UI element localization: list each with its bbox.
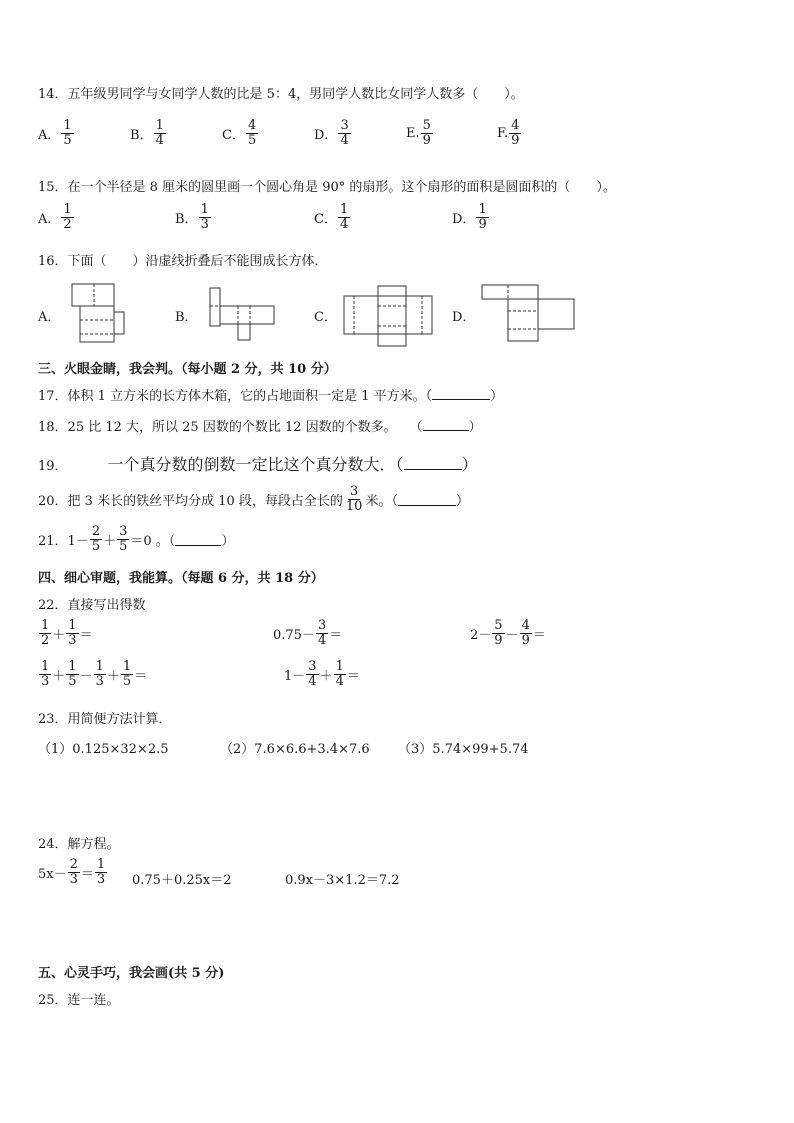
fraction: $\frac{5}{9}$ — [494, 618, 503, 648]
q23-item-3: （3）5.74×99+5.74 — [398, 742, 529, 757]
option-label: F. — [497, 125, 509, 141]
fraction: $\frac{4}{9}$ — [511, 118, 520, 148]
question-19-number: 19． — [38, 459, 68, 474]
q22-expression-3 — [470, 619, 546, 647]
question-20-text: 20．把 3 米长的铁丝平均分成 10 段，每段占全长的 — [38, 493, 343, 509]
question-21-text: 21．1－ — [38, 533, 89, 549]
fraction: $\frac{1}{2}$ — [63, 202, 72, 232]
option-label: D． — [314, 127, 338, 143]
fraction: $\frac{1}{4}$ — [339, 202, 349, 232]
bracket-close: ） — [490, 389, 504, 404]
section-3-heading: 三、火眼金睛，我会判。（每小题 2 分，共 10 分） — [38, 362, 337, 377]
answer-blank[interactable] — [423, 418, 469, 431]
option-label: A． — [38, 127, 61, 143]
answer-blank[interactable] — [404, 457, 462, 470]
answer-blank[interactable] — [175, 533, 221, 546]
q22-expression-2 — [273, 619, 342, 647]
q16-option-b-label[interactable]: B． — [175, 310, 198, 325]
question-24-stem: 24．解方程。 — [38, 837, 120, 852]
operator: － — [79, 668, 93, 684]
answer-blank[interactable] — [432, 387, 490, 400]
q14-option-d[interactable] — [314, 119, 352, 147]
section-4-heading: 四、细心审题，我能算。（每题 6 分，共 18 分） — [38, 571, 324, 586]
option-label: B． — [175, 211, 198, 227]
fraction: $\frac{1}{3}$ — [200, 202, 209, 232]
bracket-close: ） — [455, 493, 469, 509]
fraction: $\frac{1}{5}$ — [122, 659, 132, 689]
expression-prefix: 0.75－ — [273, 627, 315, 643]
equals-sign: ＝ — [134, 668, 148, 684]
question-19-text: 一个真分数的倒数一定比这个真分数大．（ — [107, 455, 404, 474]
q14-option-b[interactable] — [130, 119, 167, 147]
question-19 — [38, 452, 478, 475]
q14-option-c[interactable] — [222, 119, 259, 147]
question-17 — [38, 385, 503, 404]
q16-option-a-label[interactable]: A． — [38, 310, 61, 325]
q15-option-c[interactable] — [314, 203, 351, 231]
fraction: $\frac{3}{5}$ — [119, 524, 128, 554]
option-label: D． — [452, 211, 476, 227]
q24-equation-2: 0.75＋0.25x＝2 — [132, 873, 232, 888]
fraction: $\frac{1}{2}$ — [41, 618, 50, 648]
fraction: $\frac{3}{4}$ — [308, 659, 317, 689]
equals-sign: ＝ — [80, 866, 94, 882]
equals-sign: ＝ — [532, 627, 546, 643]
fraction: $\frac{4}{5}$ — [247, 118, 257, 148]
plus-sign: ＋ — [103, 533, 117, 549]
question-15-stem: 15．在一个半径是 8 厘米的圆里画一个圆心角是 90° 的扇形。这个扇形的面积是圆面积的（ ）。 — [38, 180, 616, 195]
option-label: E. — [406, 125, 420, 141]
operator: ＋ — [52, 627, 66, 643]
equals-sign: ＝ — [346, 668, 360, 684]
net-diagram-b — [206, 284, 278, 344]
fraction: $\frac{4}{9}$ — [521, 618, 530, 648]
q24-equation-1 — [38, 858, 108, 886]
section-5-heading: 五、心灵手巧，我会画(共 5 分) — [38, 966, 225, 981]
fraction: $\frac{2}{5}$ — [91, 524, 101, 554]
question-23-stem: 23．用简便方法计算． — [38, 712, 172, 727]
question-25-stem: 25．连一连。 — [38, 993, 120, 1008]
net-diagram-d — [478, 281, 580, 345]
equals-sign: ＝ — [79, 627, 93, 643]
expression-prefix: 1－ — [284, 668, 306, 684]
expression-prefix: 2－ — [470, 627, 492, 643]
bracket-close: ） — [221, 533, 235, 549]
fraction: $\frac{3}{10}$ — [345, 484, 363, 514]
bracket-close: ） — [468, 420, 482, 435]
q14-option-a[interactable] — [38, 119, 75, 147]
option-label: C． — [314, 211, 337, 227]
answer-blank[interactable] — [398, 493, 456, 506]
q16-option-d-label[interactable]: D． — [452, 310, 476, 325]
operator: － — [505, 627, 519, 643]
option-label: A． — [38, 211, 61, 227]
fraction: $\frac{1}{3}$ — [96, 857, 106, 887]
fraction: $\frac{1}{5}$ — [63, 118, 72, 148]
net-diagram-c — [340, 282, 438, 350]
question-22-stem: 22．直接写出得数 — [38, 598, 146, 613]
q14-option-e[interactable] — [406, 119, 434, 147]
q24-equation-3: 0.9x－3×1.2＝7.2 — [285, 873, 400, 888]
q22-expression-5 — [284, 660, 360, 688]
question-14-stem: 14．五年级男同学与女同学人数的比是 5：4，男同学人数比女同学人数多（ ）。 — [38, 87, 524, 102]
question-21 — [38, 525, 234, 553]
operator: ＋ — [319, 668, 333, 684]
option-label: B． — [130, 127, 153, 143]
q15-option-b[interactable] — [175, 203, 212, 231]
equation-prefix: 5x－ — [38, 866, 67, 882]
bracket-close: ） — [461, 455, 478, 474]
option-label: C． — [222, 127, 245, 143]
fraction: $\frac{2}{3}$ — [69, 857, 78, 887]
fraction: $\frac{3}{4}$ — [317, 618, 327, 648]
q14-option-f[interactable] — [497, 119, 522, 147]
question-21-result: ＝0 。（ — [130, 533, 176, 549]
question-18 — [38, 416, 482, 435]
fraction: $\frac{3}{4}$ — [340, 118, 349, 148]
fraction: $\frac{1}{3}$ — [95, 659, 104, 689]
q22-expression-4 — [38, 660, 147, 688]
fraction: $\frac{5}{9}$ — [422, 118, 431, 148]
question-17-text: 17．体积 1 立方米的长方体木箱，它的占地面积一定是 1 平方米。（ — [38, 389, 433, 404]
fraction: $\frac{1}{3}$ — [41, 659, 50, 689]
operator: ＋ — [106, 668, 120, 684]
net-diagram-a — [68, 282, 128, 346]
fraction: $\frac{1}{3}$ — [68, 618, 77, 648]
q15-option-a[interactable] — [38, 203, 75, 231]
q16-option-c-label[interactable]: C． — [314, 310, 337, 325]
q22-expression-1 — [38, 619, 93, 647]
question-18-text: 18．25 比 12 大，所以 25 因数的个数比 12 因数的个数多。 （ — [38, 420, 423, 435]
q23-item-2: （2）7.6×6.6+3.4×7.6 — [220, 742, 370, 757]
question-16-stem: 16．下面（ ）沿虚线折叠后不能围成长方体． — [38, 254, 328, 269]
operator: ＋ — [52, 668, 66, 684]
fraction: $\frac{1}{4}$ — [335, 659, 344, 689]
q15-option-d[interactable] — [452, 203, 490, 231]
equals-sign: ＝ — [329, 627, 343, 643]
question-20-unit: 米。（ — [365, 493, 398, 509]
fraction: $\frac{1}{9}$ — [478, 202, 487, 232]
fraction: $\frac{1}{5}$ — [68, 659, 77, 689]
q23-item-1: （1）0.125×32×2.5 — [38, 742, 169, 757]
question-20 — [38, 485, 469, 513]
fraction: $\frac{1}{4}$ — [155, 118, 164, 148]
